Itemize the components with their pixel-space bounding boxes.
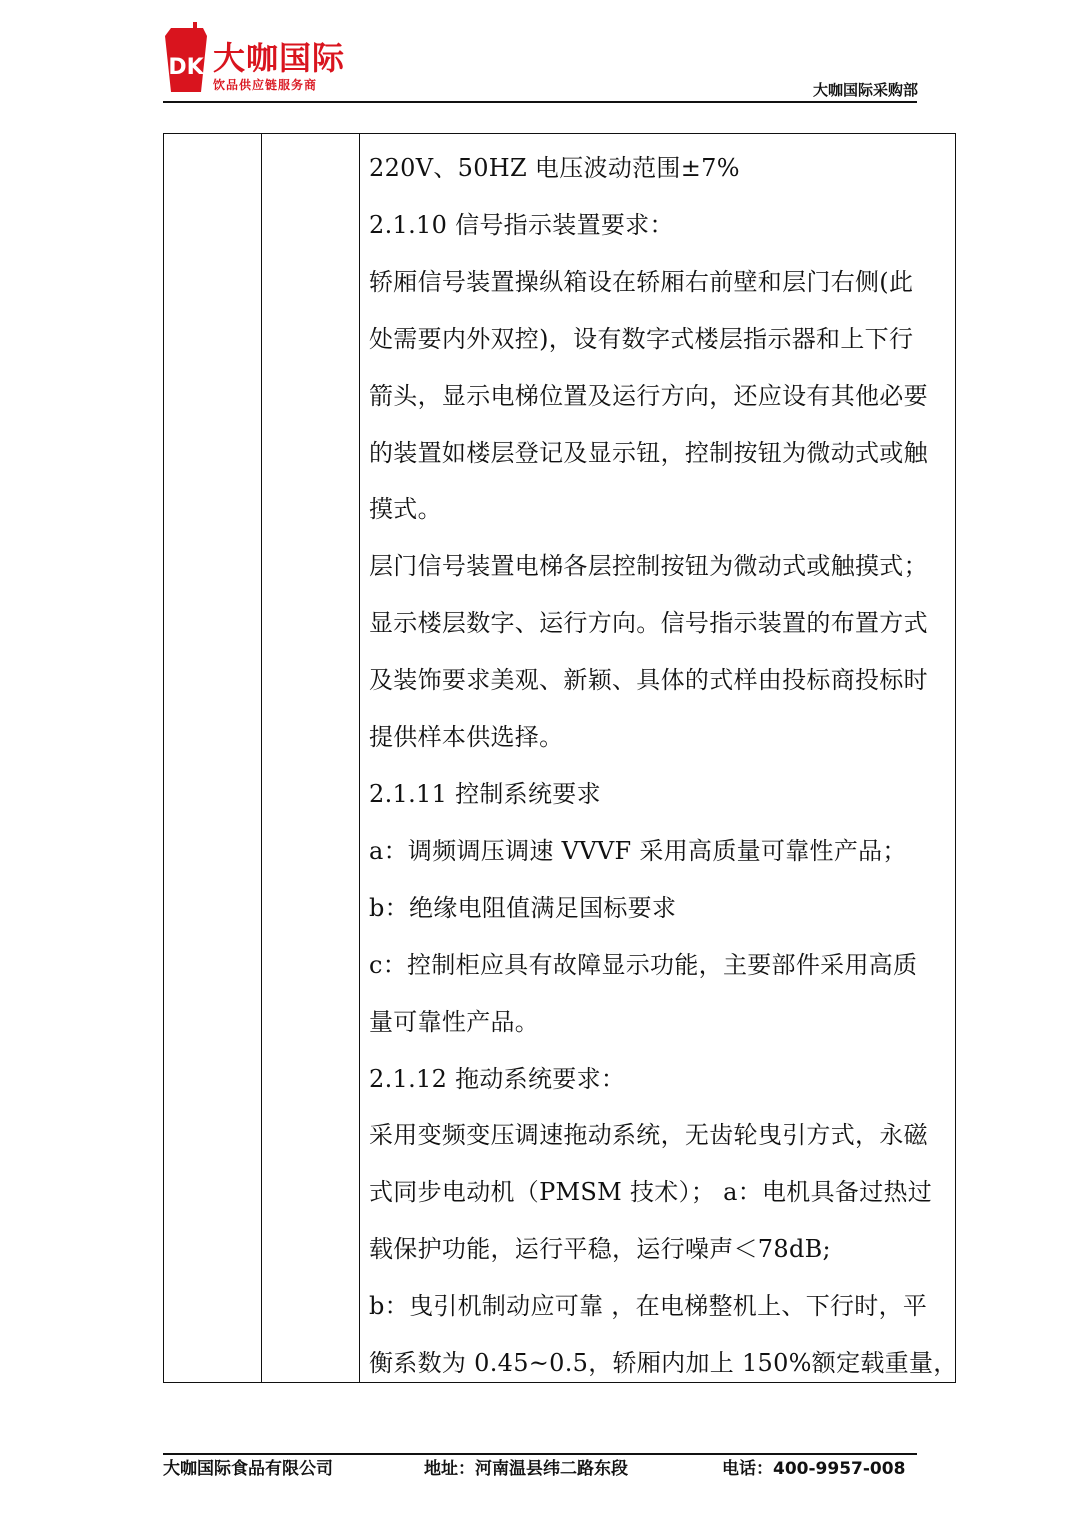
- footer-address: 地址：河南温县纬二路东段: [424, 1459, 628, 1479]
- text-line: 及装饰要求美观、新颖、具体的式样由投标商投标时: [369, 666, 928, 695]
- department-label: 大咖国际采购部: [812, 81, 918, 99]
- spec-table: [163, 133, 956, 1383]
- footer-phone: 电话：400-9957-008: [722, 1459, 906, 1479]
- text-line: 显示楼层数字、运行方向。信号指示装置的布置方式: [369, 609, 928, 638]
- text-line: 采用变频变压调速拖动系统，无齿轮曳引方式，永磁: [369, 1121, 928, 1150]
- text-line: 层门信号装置电梯各层控制按钮为微动式或触摸式；: [369, 552, 928, 581]
- text-line: 2.1.10 信号指示装置要求：: [369, 210, 674, 239]
- text-line: 2.1.12 拖动系统要求：: [369, 1064, 626, 1093]
- text-line: 衡系数为 0.45~0.5，轿厢内加上 150%额定载重量，: [369, 1349, 958, 1378]
- footer-company: 大咖国际食品有限公司: [163, 1459, 333, 1479]
- brand-logo: [163, 22, 363, 94]
- brand-name: 大咖国际: [213, 39, 346, 77]
- logo-letters: DK: [168, 55, 204, 80]
- column-divider: [359, 134, 360, 1382]
- cup-logo-icon: [163, 22, 209, 94]
- text-line: 载保护功能，运行平稳，运行噪声＜78dB;: [369, 1235, 831, 1264]
- text-line: b：绝缘电阻值满足国标要求: [369, 893, 677, 922]
- page-header: [0, 0, 1080, 110]
- brand-tagline: 饮品供应链服务商: [213, 78, 318, 92]
- footer-divider: [163, 1453, 917, 1455]
- text-line: 轿厢信号装置操纵箱设在轿厢右前壁和层门右侧(此: [369, 267, 914, 296]
- column-divider: [261, 134, 262, 1382]
- text-line: 的装置如楼层登记及显示钮，控制按钮为微动式或触: [369, 438, 928, 467]
- text-line: 2.1.11 控制系统要求: [369, 779, 601, 808]
- text-line: b：曳引机制动应可靠 ，在电梯整机上、下行时，平: [369, 1292, 928, 1321]
- text-line: 处需要内外双控)，设有数字式楼层指示器和上下行: [369, 324, 914, 353]
- text-line: 提供样本供选择。: [369, 723, 564, 752]
- text-line: 220V、50HZ 电压波动范围±7%: [369, 154, 740, 182]
- text-line: a：调频调压调速 VVVF 采用高质量可靠性产品；: [369, 836, 907, 865]
- text-line: c：控制柜应具有故障显示功能，主要部件采用高质: [369, 950, 918, 979]
- text-line: 箭头，显示电梯位置及运行方向，还应设有其他必要: [369, 381, 928, 410]
- spec-text-cell: [369, 140, 958, 1392]
- text-line: 摸式。: [369, 495, 442, 524]
- text-line: 量可靠性产品。: [369, 1007, 540, 1036]
- header-divider: [163, 101, 917, 103]
- text-line: 式同步电动机（PMSM 技术）； a：电机具备过热过: [369, 1178, 933, 1207]
